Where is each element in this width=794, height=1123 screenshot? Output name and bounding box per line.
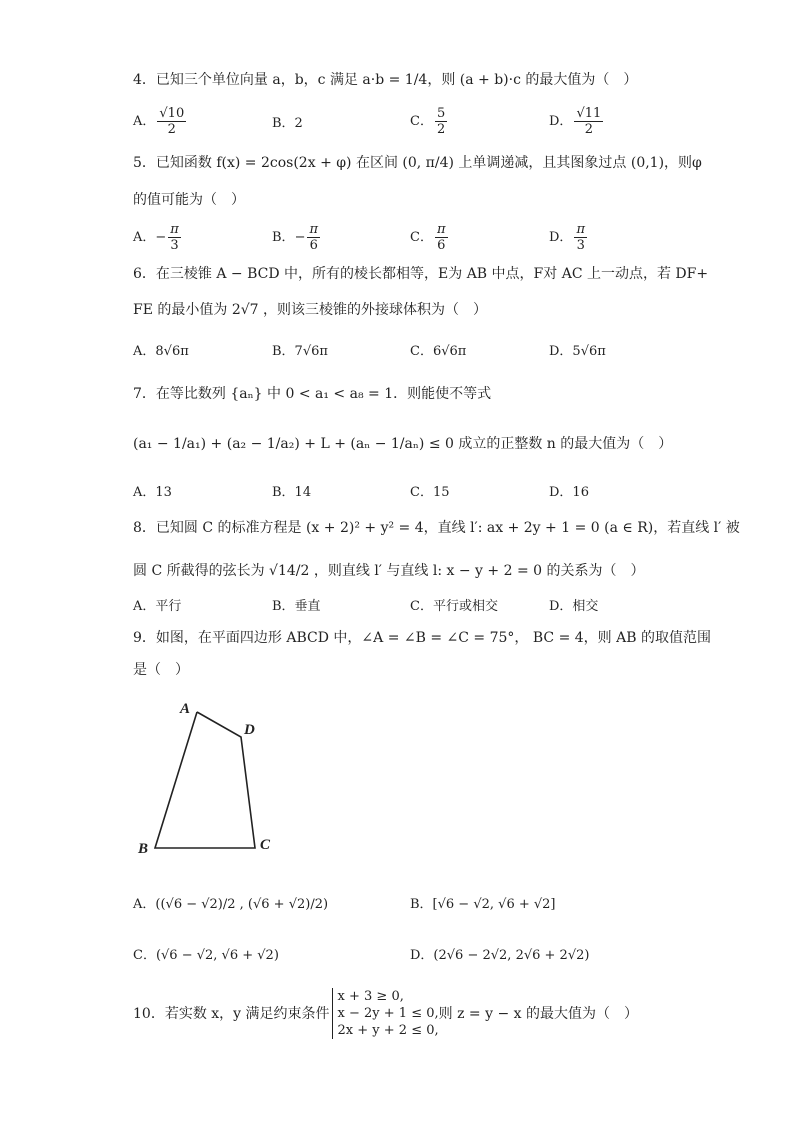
q7-stem-line1: 7．在等比数列 {aₙ} 中 0 < a₁ < a₈ = 1．则能使不等式 xyxy=(133,386,492,402)
q5-option-c[interactable] xyxy=(410,222,450,253)
q8-option-a[interactable]: A．平行 xyxy=(133,599,182,614)
q4-option-a[interactable] xyxy=(133,106,188,137)
q6-option-d[interactable]: D．5√6π xyxy=(549,344,606,359)
q8-option-c[interactable]: C．平行或相交 xyxy=(410,599,498,614)
q10-constraint-1: x + 3 ≥ 0, xyxy=(337,989,404,1004)
q5-option-a-sign: − xyxy=(155,230,167,245)
quadrilateral-figure xyxy=(130,695,280,860)
q4-stem: 4．已知三个单位向量 a，b，c 满足 a·b = 1/4，则 (a + b)·c 的最大值为（ ） xyxy=(133,72,638,88)
q8-stem-line1: 8．已知圆 C 的标准方程是 (x + 2)² + y² = 4，直线 l′: ax + 2y + 1 = 0 (a ∈ R)，若直线 l′ 被 xyxy=(133,520,740,536)
q4-option-c-fraction xyxy=(435,106,447,137)
q5-option-b[interactable] xyxy=(272,222,322,253)
q7-option-c[interactable]: C．15 xyxy=(410,485,450,500)
q10-stem xyxy=(133,988,638,1039)
q7-stem-line2: (a₁ − 1/a₁) + (a₂ − 1/a₂) + L + (aₙ − 1/aₙ) ≤ 0 成立的正整数 n 的最大值为（ ） xyxy=(133,436,673,452)
q4-option-d-den: 2 xyxy=(584,122,593,137)
q4-option-d[interactable] xyxy=(549,106,605,137)
q10-constraint-3: 2x + y + 2 ≤ 0, xyxy=(337,1023,439,1038)
q4-option-c-den: 2 xyxy=(436,122,446,137)
quadrilateral-outline xyxy=(155,712,255,848)
q9-option-b[interactable]: B．[√6 − √2, √6 + √2] xyxy=(410,897,556,912)
q5-option-c-fraction xyxy=(435,222,448,253)
q8-option-d[interactable]: D．相交 xyxy=(549,599,599,614)
q5-option-c-den: 6 xyxy=(437,238,446,253)
q4-option-b[interactable]: B．2 xyxy=(272,116,303,131)
q5-option-a-fraction xyxy=(168,222,181,253)
q7-option-a[interactable]: A．13 xyxy=(133,485,172,500)
q5-option-a-label: A． xyxy=(133,230,156,245)
q10-stem-post: 则 z = y − x 的最大值为（ ） xyxy=(438,1005,638,1022)
q9-option-a[interactable]: A．((√6 − √2)/2 , (√6 + √2)/2) xyxy=(133,897,329,912)
vertex-b-label: B xyxy=(138,841,149,857)
q5-stem-line1: 5．已知函数 f(x) = 2cos(2x + φ) 在区间 (0, π/4) 上单调递减，且其图象过点 (0,1)，则φ xyxy=(133,155,702,171)
vertex-c-label: C xyxy=(260,837,271,853)
q4-option-c[interactable] xyxy=(410,106,449,137)
q10-constraints xyxy=(332,988,439,1039)
q6-stem-line1: 6．在三棱锥 A − BCD 中，所有的棱长都相等，E为 AB 中点，F对 AC 上一动点，若 DF+ xyxy=(133,266,709,282)
q5-option-d-fraction xyxy=(574,222,587,253)
q7-option-d[interactable]: D．16 xyxy=(549,485,589,500)
q5-option-b-fraction xyxy=(307,222,320,253)
q4-option-d-label: D． xyxy=(549,114,573,129)
vertex-a-label: A xyxy=(180,701,191,717)
q5-option-b-sign: − xyxy=(294,230,306,245)
q9-stem-line1: 9．如图，在平面四边形 ABCD 中，∠A = ∠B = ∠C = 75°， BC = 4，则 AB 的取值范围 xyxy=(133,630,711,646)
q4-option-c-num: 5 xyxy=(436,106,446,121)
q4-option-a-den: 2 xyxy=(167,122,176,137)
q8-option-b[interactable]: B．垂直 xyxy=(272,599,321,614)
q7-option-b[interactable]: B．14 xyxy=(272,485,312,500)
q5-option-d[interactable] xyxy=(549,222,589,253)
q10-constraint-2: x − 2y + 1 ≤ 0, xyxy=(337,1006,439,1021)
q8-stem-line2: 圆 C 所截得的弦长为 √14/2 ，则直线 l′ 与直线 l: x − y + 2 = 0 的关系为（ ） xyxy=(133,563,645,579)
q5-stem-line2: 的值可能为（ ） xyxy=(133,192,245,208)
q5-option-b-num: π xyxy=(309,222,319,237)
q4-option-a-fraction xyxy=(157,106,186,137)
q5-option-c-label: C． xyxy=(410,230,433,245)
q6-option-c[interactable]: C．6√6π xyxy=(410,344,467,359)
q6-stem-line2: FE 的最小值为 2√7 ，则该三棱锥的外接球体积为（ ） xyxy=(133,302,488,318)
q4-option-a-num: √10 xyxy=(159,106,185,121)
q5-option-a-num: π xyxy=(170,222,179,237)
q5-option-d-den: 3 xyxy=(576,238,585,253)
q4-option-a-label: A． xyxy=(133,114,156,129)
q5-option-a-den: 3 xyxy=(170,238,179,253)
q4-option-d-num: √11 xyxy=(576,106,602,121)
q9-option-d[interactable]: D．(2√6 − 2√2, 2√6 + 2√2) xyxy=(410,948,590,963)
q5-option-b-label: B． xyxy=(272,230,295,245)
q10-stem-pre: 10．若实数 x，y 满足约束条件 xyxy=(133,1005,330,1022)
q5-option-d-num: π xyxy=(576,222,585,237)
q9-option-c[interactable]: C．(√6 − √2, √6 + √2) xyxy=(133,948,279,963)
vertex-d-label: D xyxy=(244,722,255,738)
q5-option-c-num: π xyxy=(436,222,446,237)
q9-stem-line2: 是（ ） xyxy=(133,662,189,678)
q6-option-a[interactable]: A．8√6π xyxy=(133,344,189,359)
q5-option-a[interactable] xyxy=(133,222,183,253)
q5-option-d-label: D． xyxy=(549,230,573,245)
q4-option-c-label: C． xyxy=(410,114,433,129)
q4-option-d-fraction xyxy=(574,106,603,137)
q6-option-b[interactable]: B．7√6π xyxy=(272,344,328,359)
q5-option-b-den: 6 xyxy=(309,238,318,253)
